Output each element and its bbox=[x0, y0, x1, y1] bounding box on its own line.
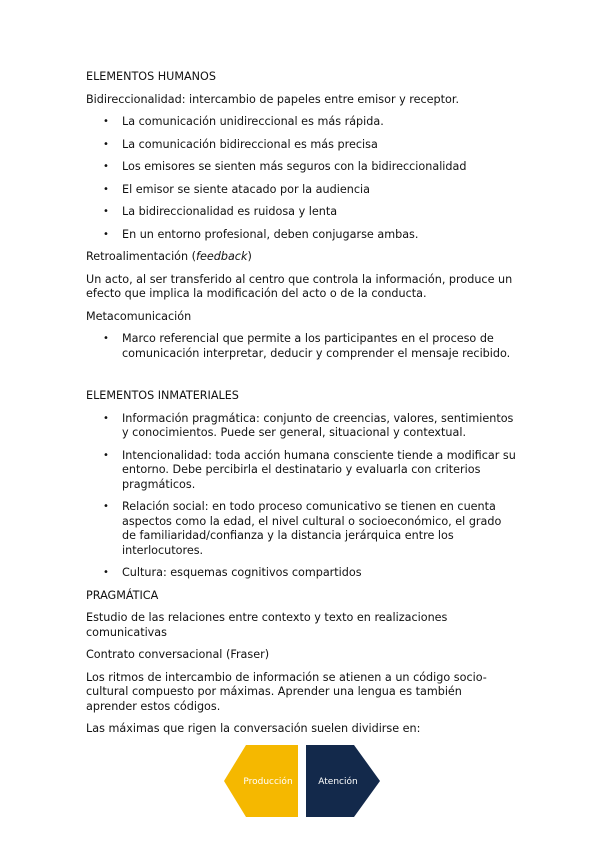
prag-text: Estudio de las relaciones entre contexto y texto en realizaciones comunicativas bbox=[86, 611, 448, 639]
maximas-intro: Las máximas que rigen la conversación suelen dividirse en: bbox=[86, 722, 421, 735]
retro-prefix: Retroalimentación ( bbox=[86, 250, 197, 263]
retro-heading bbox=[86, 250, 516, 265]
list-item: • Información pragmática: conjunto de creencias, valores, sentimientos y conocimientos. Puede ser general, situacional y contextual. bbox=[86, 412, 516, 441]
retro-italic: feedback bbox=[196, 250, 248, 263]
spacer bbox=[86, 369, 516, 389]
list-item: • Relación social: en todo proceso comunicativo se tienen en cuenta aspectos como la edad, el nivel cultural o socioeconómico, el grado de familiaridad/confianza y la distancia jerárquica entre los interlocutores. bbox=[86, 500, 516, 558]
list-item: • El emisor se siente atacado por la audiencia bbox=[86, 183, 516, 198]
produccion-label: Producción bbox=[243, 777, 293, 787]
list-item: • Cultura: esquemas cognitivos compartidos bbox=[86, 566, 516, 581]
inmat-list bbox=[86, 412, 516, 581]
list-item: • Intencionalidad: toda acción humana consciente tiende a modificar su entorno. Debe percibirla el destinatario y evaluarla con criterios pragmáticos. bbox=[86, 449, 516, 493]
maxims-diagram bbox=[224, 745, 380, 817]
bidir-list bbox=[86, 115, 516, 242]
list-item: • Marco referencial que permite a los participantes en el proceso de comunicación interpretar, deducir y comprender el mensaje recibido. bbox=[86, 332, 516, 361]
meta-list bbox=[86, 332, 516, 361]
retro-text: Un acto, al ser transferido al centro que controla la información, produce un efecto que implica la modificación del acto o de la conducta. bbox=[86, 272, 513, 300]
list-item: • En un entorno profesional, deben conjugarse ambas. bbox=[86, 228, 516, 243]
bidir-intro: Bidireccionalidad: intercambio de papeles entre emisor y receptor. bbox=[86, 92, 460, 106]
list-item: • La comunicación bidireccional es más precisa bbox=[86, 138, 516, 153]
meta-heading: Metacomunicación bbox=[86, 309, 192, 323]
document-page bbox=[86, 70, 516, 745]
list-item: • Los emisores se sienten más seguros con la bidireccionalidad bbox=[86, 160, 516, 175]
atencion-label: Atención bbox=[318, 777, 358, 787]
contrato-text: Los ritmos de intercambio de información se atienen a un código socio-cultural compuesto por máximas. Aprender una lengua es también aprender estos códigos. bbox=[86, 670, 487, 713]
list-item: • La bidireccionalidad es ruidosa y lenta bbox=[86, 205, 516, 220]
section-heading-inmateriales: ELEMENTOS INMATERIALES bbox=[86, 389, 239, 402]
section-heading-pragmatica: PRAGMÁTICA bbox=[86, 588, 159, 602]
contrato-heading: Contrato conversacional (Fraser) bbox=[86, 648, 270, 661]
list-item: • La comunicación unidireccional es más rápida. bbox=[86, 115, 516, 130]
section-heading-humanos: ELEMENTOS HUMANOS bbox=[86, 70, 216, 83]
retro-suffix: ) bbox=[247, 250, 252, 263]
